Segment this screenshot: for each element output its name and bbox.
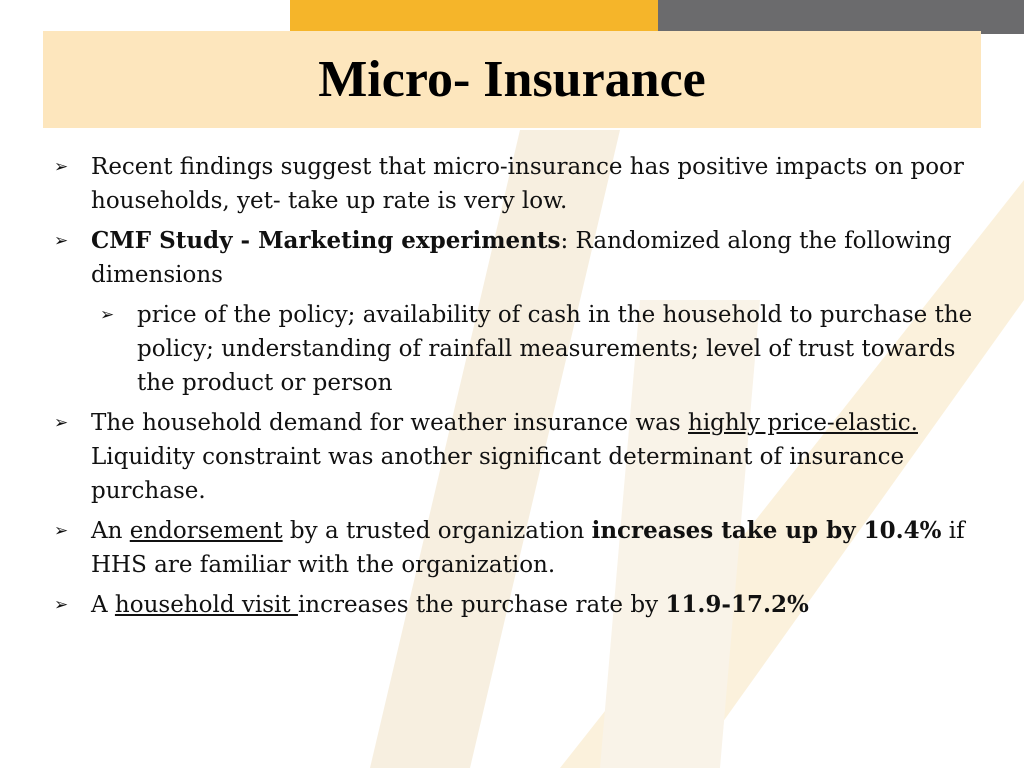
slide-title: Micro- Insurance [318,51,706,108]
bullet-text: A [91,592,115,618]
arrow-bullet-icon: ➢ [54,231,69,251]
bullet-text: Recent findings suggest that micro-insurance has positive impacts on poor households, yet- take up rate is very low. [91,154,964,214]
bullet-bold-text: increases take up by 10.4% [591,517,942,544]
bullet-text: : Randomized along the following dimensions [91,228,952,288]
bullet-bold-text: 11.9-17.2% [665,591,809,618]
bullet-text: An [91,518,130,544]
bullet-bold-text: CMF Study - Marketing experiments [91,227,561,254]
bullet-underlined-text: highly price-elastic. [688,410,918,436]
arrow-bullet-icon: ➢ [54,157,69,177]
bullet-text: price of the policy; availability of cash in the household to purchase the policy; understanding of rainfall measurements; level of trust towards the product or person [137,302,973,396]
arrow-bullet-icon: ➢ [54,595,69,615]
top-accent-bar-gray [658,0,1024,34]
bullet-text: Liquidity constraint was another significant determinant of insurance purchase. [91,444,905,504]
bullet-item [54,514,984,582]
bullet-item [54,150,984,218]
top-accent-bar-gold [290,0,658,34]
arrow-bullet-icon: ➢ [100,305,115,325]
arrow-bullet-icon: ➢ [54,521,69,541]
bullet-underlined-text: endorsement [129,518,283,544]
bullet-item [54,224,984,292]
bullet-text: increases the purchase rate by [297,592,666,618]
arrow-bullet-icon: ➢ [54,413,69,433]
bullet-text: by a trusted organization [282,518,592,544]
slide-content [54,150,984,628]
bullet-underlined-text: household visit [114,592,298,618]
bullet-item [54,588,984,622]
sub-bullet-item [100,298,984,400]
bullet-item [54,406,984,508]
bullet-text: The household demand for weather insurance was [91,410,688,436]
bullet-text: if HHS are familiar with the organization. [91,518,965,578]
